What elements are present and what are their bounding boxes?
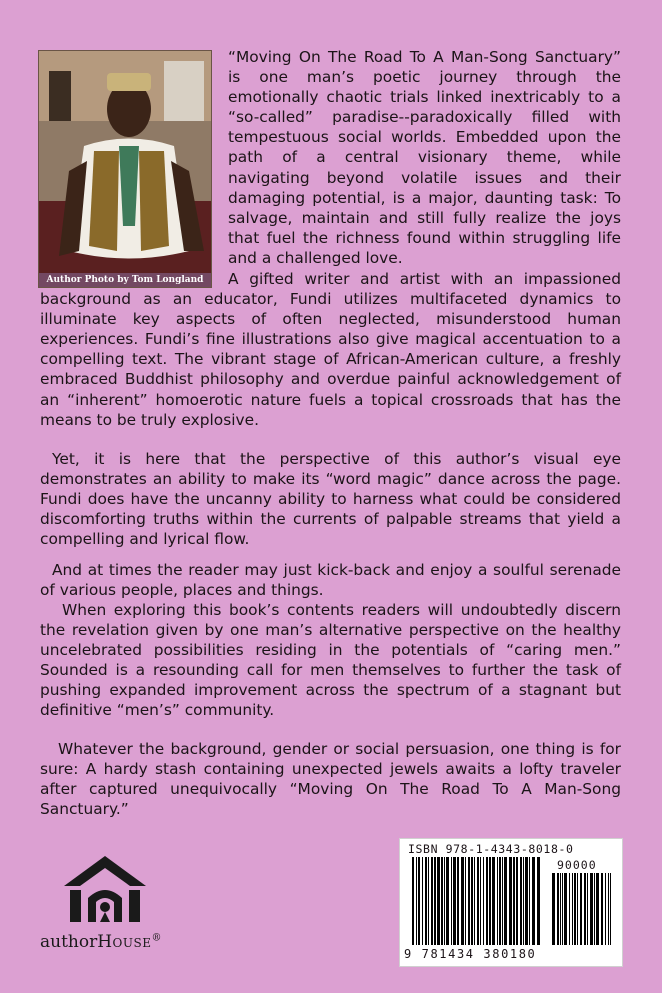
paragraph-intro: “Moving On The Road To A Man-Song Sanctuary” is one man’s poetic journey through the emotionally chaotic trials linked inextricably to a “so-called” paradise--paradoxically filled with tempestuous social worlds. Embedded upon the path of a central visionary theme, while navigating beyond volatile issues and their damaging potential, is a major, daunting task: To salvage, maintain and still fully realize the joys that fuel the richness found within struggling life and a challenged love. [228, 48, 621, 267]
author-photo-image [39, 51, 211, 287]
publisher-logo [40, 852, 180, 952]
paragraph-perspective: Yet, it is here that the perspective of this author’s visual eye demonstrates an ability to make its “word magic” dance across the page. Fundi does have the uncanny ability to harness what could be considered discomforting truths within the currents of palpable streams that yield a compelling and lyrical flow. [40, 450, 621, 549]
isbn-label: ISBN 978-1-4343-8018-0 [408, 842, 574, 856]
paragraph-closing: Whatever the background, gender or social persuasion, one thing is for sure: A hardy stash containing unexpected jewels awaits a lofty traveler after captured unequivocally “Moving On The Road To A Man-Song Sanctuary.” [40, 740, 621, 819]
paragraph-serenade: And at times the reader may just kick-back and enjoy a soulful serenade of various people, places and things. [40, 561, 621, 600]
ean-number: 9 781434 380180 [404, 947, 537, 961]
publisher-name: authorHouse® [40, 932, 162, 952]
isbn-barcode [399, 838, 623, 967]
photo-credit: Author Photo by Tom Longland [39, 273, 211, 287]
paragraph-author: A gifted writer and artist with an impassioned background as an educator, Fundi utilizes multifaceted dynamics to illuminate key aspects of often neglected, misunderstood human experiences. Fundi’s fine illustrations also give magical accentuation to a compelling text. The vibrant stage of African-American culture, a freshly embraced Buddhist philosophy and overdue painful acknowledgement of an “inherent” homoerotic nature fuels a topical crossroads that has the means to be truly explosive. [40, 270, 621, 429]
authorhouse-logo-icon [62, 852, 148, 926]
paragraph-exploring: When exploring this book’s contents readers will undoubtedly discern the revelation given by one man’s alternative perspective on the healthy uncelebrated possibilities residing in the potentials of “caring men.” Sounded is a resounding call for men themselves to further the task of pushing expanded improvement across the spectrum of a stagnant but definitive “men’s” community. [40, 601, 621, 720]
author-photo [38, 50, 212, 288]
price-code: 90000 [557, 858, 597, 872]
